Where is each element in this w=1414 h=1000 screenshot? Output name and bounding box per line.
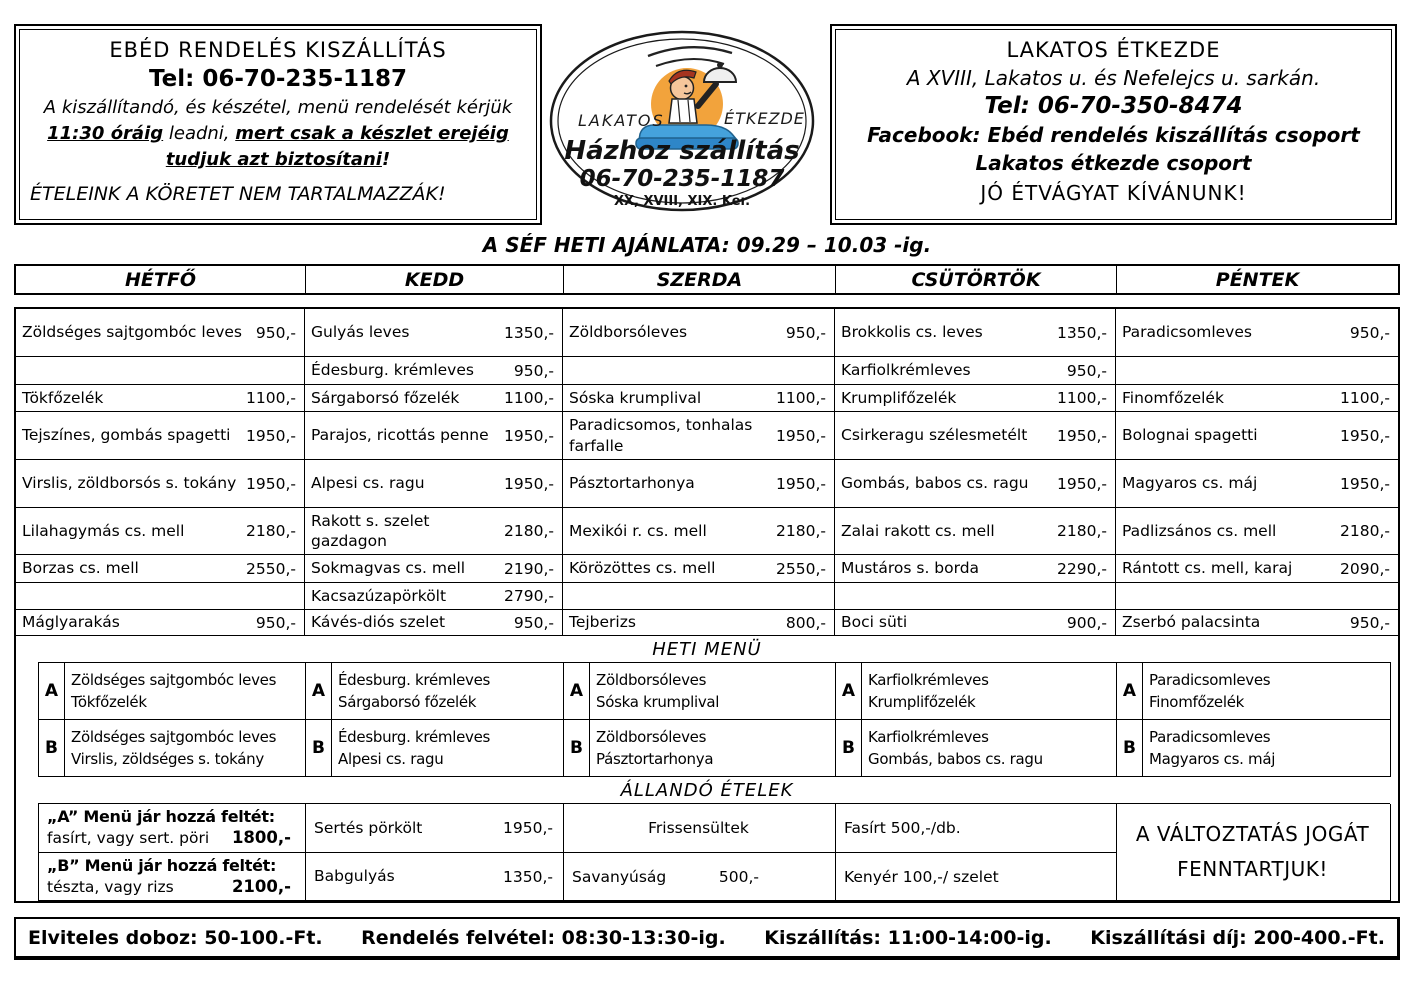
dish-name: Rakott s. szelet gazdagon	[311, 511, 430, 550]
dish-price: 2190,-	[504, 559, 554, 578]
menu-table	[14, 307, 1400, 903]
takeaway-box-price: Elviteles doboz: 50-100.-Ft.	[28, 926, 323, 949]
fixed-dish-cell	[564, 804, 836, 853]
dish-price: 2290,-	[1057, 559, 1107, 578]
order-note-line2	[26, 123, 530, 144]
menu-cell	[563, 508, 835, 555]
dish-price: 2180,-	[1057, 522, 1107, 540]
menu-cell	[563, 555, 835, 583]
menu-cell	[16, 508, 305, 555]
dish-name: Rántott cs. mell, karaj	[1122, 559, 1293, 578]
menu-cell	[16, 385, 305, 412]
delivery-phone: Tel: 06-70-235-1187	[149, 66, 407, 92]
menu-cell	[305, 412, 563, 460]
menu-cell	[305, 357, 563, 385]
dish-name: Lilahagymás cs. mell	[22, 521, 185, 540]
dish-name: Frissensültek	[648, 819, 749, 837]
menu-cell	[563, 357, 835, 385]
menu-b-main: Magyaros cs. máj	[1149, 750, 1276, 768]
menu-a-tuesday	[306, 662, 564, 720]
menu-a-soup: Zöldséges sajtgombóc leves	[71, 670, 277, 689]
dish-name: Karfiolkrémleves	[841, 361, 971, 380]
dish-name: Zserbó palacsinta	[1122, 613, 1261, 632]
dish-price: 1100,-	[1340, 389, 1390, 407]
menu-a-main: Sárgaborsó főzelék	[338, 693, 477, 711]
table-row	[16, 555, 1398, 583]
chef-torso	[669, 99, 697, 123]
order-hours: Rendelés felvétel: 08:30-13:30-ig.	[361, 926, 726, 949]
menu-cell	[305, 460, 563, 508]
dish-price: 1350,-	[504, 323, 554, 342]
delivery-title: EBÉD RENDELÉS KISZÁLLÍTÁS	[109, 38, 447, 62]
facebook-group-line1: Facebook: Ebéd rendelés kiszállítás csoport	[867, 123, 1360, 147]
restaurant-address: A XVIII, Lakatos u. és Nefelejcs u. sarkán.	[906, 66, 1321, 90]
menu-cell	[563, 460, 835, 508]
dish-price: 1350,-	[503, 867, 553, 886]
order-note-exclamation: !	[381, 149, 391, 170]
menu-b-tuesday	[306, 719, 564, 777]
dish-price: 2180,-	[776, 522, 826, 540]
menu-cell	[1116, 357, 1398, 385]
menu-a-label: A	[836, 663, 862, 719]
menu-cell	[16, 460, 305, 508]
dish-price: 950,-	[785, 323, 826, 342]
menu-b-friday	[1117, 719, 1391, 777]
dish-name: Kávés-diós szelet	[311, 613, 446, 632]
dish-name: Tökfőzelék	[22, 388, 104, 407]
dish-price: 950,-	[1349, 613, 1390, 632]
dish-price: 950,-	[513, 361, 554, 380]
dish-price: 1950,-	[1057, 474, 1107, 493]
fixed-dish-cell	[564, 853, 836, 901]
delivery-hours: Kiszállítás: 11:00-14:00-ig.	[764, 926, 1052, 949]
dish-price: 1950,-	[1057, 426, 1107, 445]
facebook-group-line2: Lakatos étkezde csoport	[975, 151, 1252, 175]
dish-name: Mustáros s. borda	[841, 559, 980, 578]
menu-cell	[563, 385, 835, 412]
table-row	[16, 357, 1398, 385]
dish-name: Fasírt 500,-/db.	[844, 819, 961, 837]
table-row	[16, 583, 1398, 610]
dish-price: 1100,-	[776, 389, 826, 407]
dish-price: 2090,-	[1340, 559, 1390, 578]
menu-cell	[16, 610, 305, 636]
menu-b-topping-item: tészta, vagy rizs	[47, 877, 174, 896]
dish-name: Sóska krumplival	[569, 388, 702, 407]
dish-name: Paradicsomos, tonhalas farfalle	[569, 416, 753, 455]
menu-cell	[1116, 555, 1398, 583]
menu-b-main: Gombás, babos cs. ragu	[868, 750, 1043, 768]
weekly-offer-title: A SÉF HETI AJÁNLATA: 09.29 – 10.03 -ig.	[482, 233, 932, 257]
menu-b-row	[38, 719, 1390, 777]
footer-info-bar	[14, 917, 1400, 960]
logo-districts: XX, XVIII, XIX. Ker.	[613, 194, 751, 209]
menu-b-label: B	[39, 720, 65, 776]
table-row	[16, 309, 1398, 357]
menu-cell	[16, 583, 305, 610]
menu-cell	[835, 583, 1116, 610]
change-rights-notice	[1117, 804, 1391, 901]
table-row	[16, 508, 1398, 555]
delivery-info-inner	[19, 29, 537, 220]
menu-a-topping-info	[39, 804, 306, 853]
restaurant-phone: Tel: 06-70-350-8474	[984, 93, 1243, 119]
menu-cell	[563, 412, 835, 460]
dish-name: Tejszínes, gombás spagetti	[22, 426, 231, 445]
dish-price: 1100,-	[504, 389, 554, 407]
menu-a-soup: Paradicsomleves	[1149, 670, 1271, 689]
menu-b-thursday	[836, 719, 1117, 777]
delivery-info-box	[14, 24, 542, 225]
dish-price: 2180,-	[504, 522, 554, 540]
menu-cell	[835, 412, 1116, 460]
dish-name: Borzas cs. mell	[22, 559, 139, 578]
menu-cell	[305, 508, 563, 555]
fixed-dish-cell	[836, 804, 1117, 853]
menu-a-topping-item: fasírt, vagy sert. pöri	[47, 829, 210, 848]
dish-name: Bolognai spagetti	[1122, 426, 1258, 445]
dish-name: Virslis, zöldborsós s. tokány	[22, 474, 237, 493]
dish-name: Zöldborsóleves	[569, 323, 688, 342]
menu-cell	[16, 555, 305, 583]
menu-a-main: Tökfőzelék	[71, 693, 147, 711]
dish-name: Parajos, ricottás penne	[311, 426, 489, 445]
dish-name: Babgulyás	[314, 867, 395, 886]
menu-a-thursday	[836, 662, 1117, 720]
dish-price: 950,-	[513, 613, 554, 632]
menu-cell	[835, 309, 1116, 357]
menu-cell	[1116, 460, 1398, 508]
order-note-mid: leadni,	[163, 123, 236, 144]
order-stock-note: mert csak a készlet erejéig	[235, 123, 509, 144]
dish-name: Körözöttes cs. mell	[569, 559, 716, 578]
dish-price: 1950,-	[776, 426, 826, 445]
dish-name: Gombás, babos cs. ragu	[841, 474, 1029, 493]
dish-price: 2180,-	[246, 522, 296, 540]
contact-info-inner	[835, 29, 1392, 220]
order-deadline: 11:30 óráig	[47, 123, 164, 144]
dish-name: Máglyarakás	[22, 613, 120, 632]
dish-price: 2790,-	[504, 587, 554, 605]
contact-info-box	[830, 24, 1397, 225]
dish-price: 500,-	[718, 867, 759, 886]
dish-name: Magyaros cs. máj	[1122, 474, 1258, 493]
menu-b-main: Virslis, zöldséges s. tokány	[71, 750, 264, 768]
dish-name: Kenyér 100,-/ szelet	[844, 867, 999, 886]
menu-a-row	[38, 662, 1390, 720]
fixed-dishes-grid	[38, 803, 1390, 901]
dish-price: 2550,-	[776, 559, 826, 578]
menu-a-monday	[39, 662, 306, 720]
dish-price: 1950,-	[503, 819, 553, 837]
dish-price: 2180,-	[1340, 522, 1390, 540]
menu-b-price: 2100,-	[231, 876, 291, 896]
order-note-line3-text: tudjuk azt biztosítani	[165, 149, 382, 170]
dish-price: 900,-	[1066, 613, 1107, 632]
fixed-dish-cell	[306, 804, 564, 853]
dish-name: Savanyúság	[572, 867, 667, 886]
menu-a-main: Finomfőzelék	[1149, 693, 1245, 711]
dish-price: 1950,-	[504, 426, 554, 445]
menu-a-main: Krumplifőzelék	[868, 693, 976, 711]
menu-a-soup: Zöldborsóleves	[596, 670, 707, 689]
menu-cell	[835, 555, 1116, 583]
dish-name: Sokmagvas cs. mell	[311, 559, 466, 578]
day-header-row	[14, 264, 1400, 295]
dish-name: Brokkolis cs. leves	[841, 323, 983, 342]
no-garnish-note: ÉTELEINK A KÖRETET NEM TARTALMAZZÁK!	[30, 183, 446, 205]
menu-a-label: A	[564, 663, 590, 719]
menu-cell	[305, 309, 563, 357]
dish-price: 950,-	[255, 323, 296, 342]
dish-name: Padlizsános cs. mell	[1122, 521, 1277, 540]
menu-b-label: B	[836, 720, 862, 776]
menu-a-topping-head: „A” Menü jár hozzá feltét:	[47, 807, 275, 827]
notice-line2: FENNTARTJUK!	[1177, 857, 1328, 881]
menu-b-label: B	[306, 720, 332, 776]
lakatos-etkezde-logo	[546, 26, 818, 216]
menu-a-soup: Karfiolkrémleves	[868, 670, 989, 689]
dish-name: Zalai rakott cs. mell	[841, 521, 995, 540]
dish-name: Krumplifőzelék	[841, 388, 957, 407]
dish-name: Boci süti	[841, 613, 908, 632]
order-note-line1: A kiszállítandó, és készétel, menü rendelését kérjük	[43, 97, 513, 118]
menu-cell	[16, 412, 305, 460]
dish-name: Finomfőzelék	[1122, 388, 1224, 407]
table-row	[16, 460, 1398, 508]
logo-brand-left: LAKATOS	[578, 111, 665, 130]
weekly-menu-section-title: HETI MENÜ	[652, 638, 762, 660]
dish-name: Zöldséges sajtgombóc leves	[22, 323, 243, 342]
menu-b-main: Alpesi cs. ragu	[338, 750, 444, 768]
dish-name: Paradicsomleves	[1122, 323, 1252, 342]
menu-b-label: B	[1117, 720, 1143, 776]
menu-b-main: Pásztortarhonya	[596, 750, 714, 768]
menu-b-soup: Zöldséges sajtgombóc leves	[71, 727, 277, 746]
restaurant-name: LAKATOS ÉTKEZDE	[1006, 38, 1221, 62]
dome-knob	[717, 62, 723, 68]
menu-b-soup: Karfiolkrémleves	[868, 727, 989, 746]
menu-cell	[835, 508, 1116, 555]
greeting-line: JÓ ÉTVÁGYAT KÍVÁNUNK!	[980, 181, 1247, 205]
menu-b-soup: Édesburg. krémleves	[338, 727, 491, 746]
dish-name: Mexikói r. cs. mell	[569, 521, 707, 540]
fixed-dish-cell	[306, 853, 564, 901]
menu-cell	[563, 610, 835, 636]
dish-name: Pásztortarhonya	[569, 474, 695, 493]
table-row	[16, 610, 1398, 636]
order-note-line3	[26, 149, 530, 170]
menu-a-friday	[1117, 662, 1391, 720]
dish-price: 1950,-	[246, 426, 296, 445]
menu-cell	[16, 357, 305, 385]
menu-a-label: A	[306, 663, 332, 719]
logo-phone: 06-70-235-1187	[579, 166, 785, 192]
menu-cell	[563, 309, 835, 357]
logo-tagline: Házhoz szállítás	[564, 136, 800, 166]
menu-cell	[305, 610, 563, 636]
menu-a-label: A	[39, 663, 65, 719]
dish-price: 800,-	[785, 613, 826, 632]
dish-price: 1950,-	[246, 474, 296, 493]
fixed-dishes-section-title: ÁLLANDÓ ÉTELEK	[620, 779, 794, 801]
menu-cell	[305, 555, 563, 583]
dish-name: Sárgaborsó főzelék	[311, 388, 460, 407]
menu-cell	[563, 583, 835, 610]
dish-name: Édesburg. krémleves	[311, 361, 474, 380]
day-header-wednesday: SZERDA	[563, 266, 835, 293]
menu-cell	[305, 385, 563, 412]
menu-b-soup: Zöldborsóleves	[596, 727, 707, 746]
fixed-dish-cell	[836, 853, 1117, 901]
dish-price: 1950,-	[504, 474, 554, 493]
dish-price: 1950,-	[1340, 474, 1390, 493]
table-row	[16, 385, 1398, 412]
menu-cell	[16, 309, 305, 357]
menu-a-wednesday	[564, 662, 836, 720]
dish-name: Csirkeragu szélesmetélt	[841, 426, 1028, 445]
menu-cell	[835, 460, 1116, 508]
menu-a-main: Sóska krumplival	[596, 693, 720, 711]
menu-cell	[1116, 412, 1398, 460]
menu-a-price: 1800,-	[231, 828, 291, 848]
menu-cell	[1116, 610, 1398, 636]
menu-b-wednesday	[564, 719, 836, 777]
dish-price: 2550,-	[246, 559, 296, 578]
dish-name: Sertés pörkölt	[314, 818, 423, 837]
menu-b-soup: Paradicsomleves	[1149, 727, 1271, 746]
menu-cell	[1116, 309, 1398, 357]
menu-a-soup: Édesburg. krémleves	[338, 670, 491, 689]
dish-price: 950,-	[1066, 361, 1107, 380]
dish-price: 1100,-	[1057, 389, 1107, 407]
menu-cell	[835, 357, 1116, 385]
dish-name: Alpesi cs. ragu	[311, 474, 425, 493]
menu-cell	[1116, 385, 1398, 412]
dish-price: 1350,-	[1057, 323, 1107, 342]
dish-price: 1950,-	[776, 474, 826, 493]
dish-price: 1100,-	[246, 389, 296, 407]
menu-b-monday	[39, 719, 306, 777]
menu-cell	[1116, 583, 1398, 610]
day-header-thursday: CSÜTÖRTÖK	[835, 266, 1116, 293]
menu-a-label: A	[1117, 663, 1143, 719]
notice-line1: A VÁLTOZTATÁS JOGÁT	[1135, 822, 1370, 846]
dish-name: Tejberizs	[569, 613, 636, 632]
menu-b-topping-head: „B” Menü jár hozzá feltét:	[47, 855, 277, 875]
menu-cell	[835, 385, 1116, 412]
menu-cell	[305, 583, 563, 610]
dish-name: Gulyás leves	[311, 323, 410, 342]
logo-brand-right: ÉTKEZDE	[724, 109, 805, 128]
menu-b-label: B	[564, 720, 590, 776]
dish-price: 950,-	[255, 613, 296, 632]
dish-price: 1950,-	[1340, 426, 1390, 445]
day-header-monday: HÉTFŐ	[125, 268, 196, 291]
dish-name: Kacsazúzapörkölt	[311, 586, 447, 605]
delivery-fee: Kiszállítási díj: 200-400.-Ft.	[1090, 926, 1385, 949]
dish-price: 950,-	[1349, 323, 1390, 342]
table-row	[16, 412, 1398, 460]
menu-b-topping-info	[39, 853, 306, 901]
day-header-friday: PÉNTEK	[1116, 266, 1398, 293]
menu-cell	[1116, 508, 1398, 555]
menu-cell	[835, 610, 1116, 636]
day-header-tuesday: KEDD	[305, 266, 563, 293]
